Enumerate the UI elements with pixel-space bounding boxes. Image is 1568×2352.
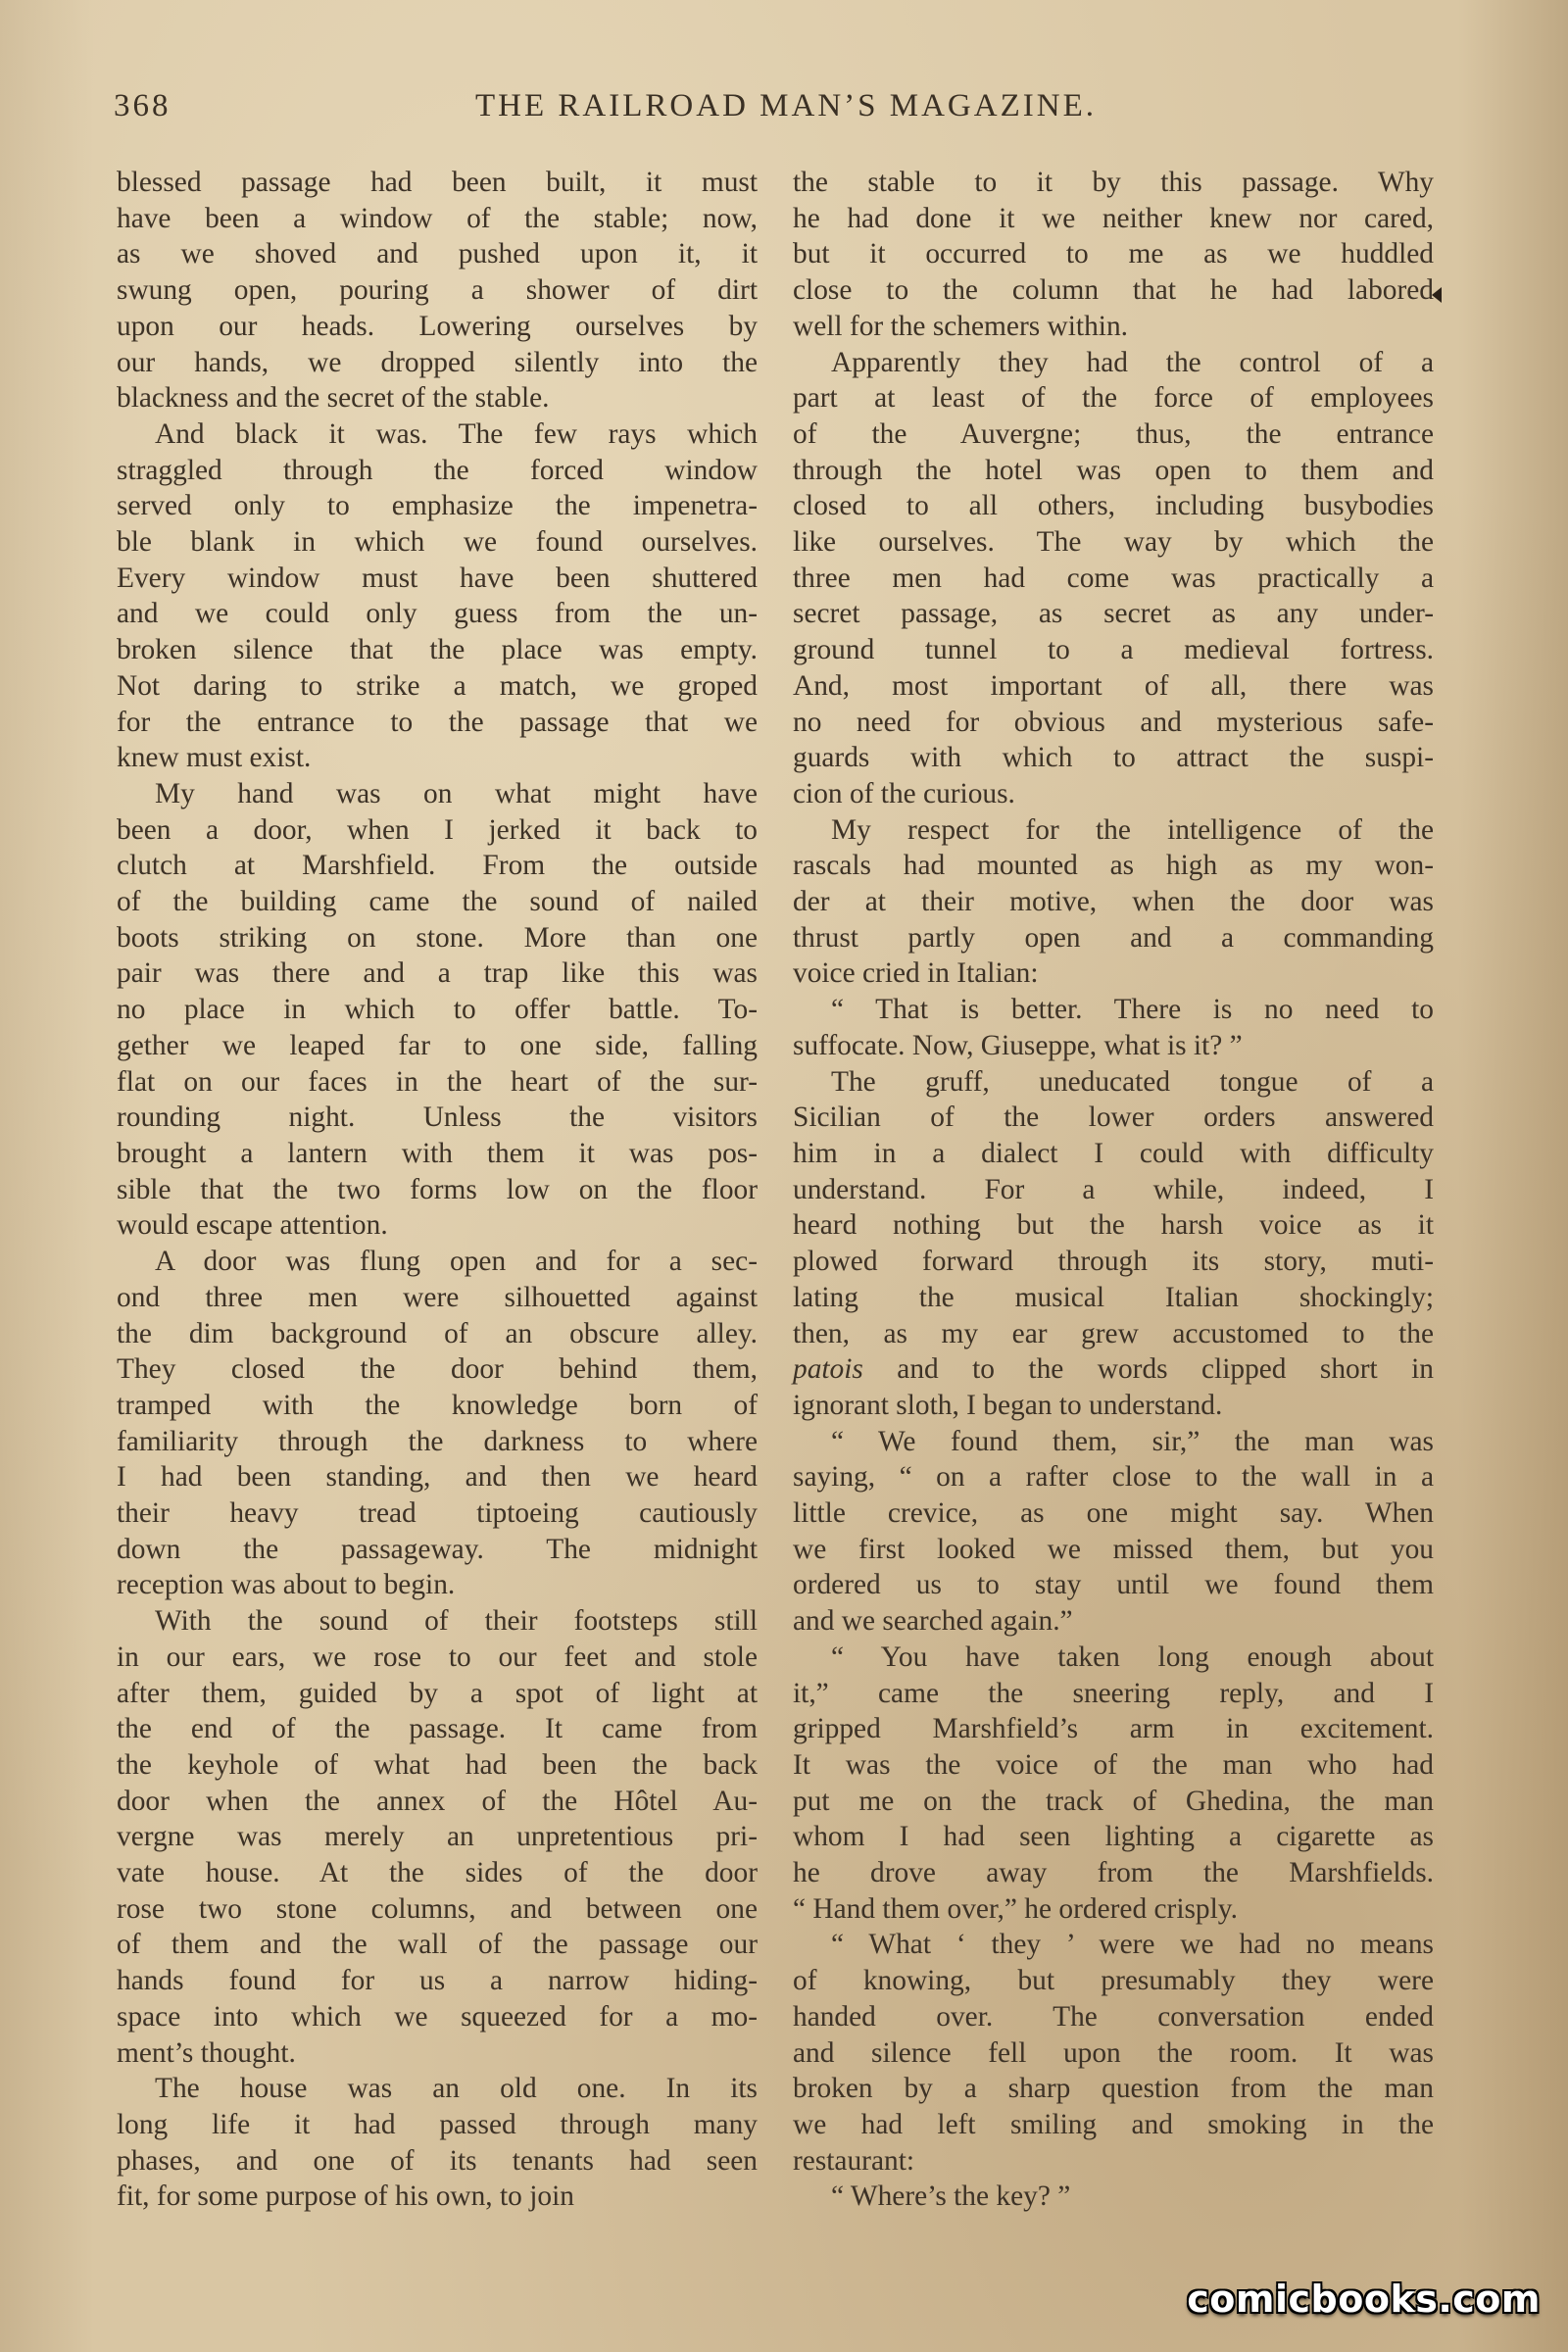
text-line: ble blank in which we found ourselves.	[117, 526, 758, 559]
paragraph	[117, 2071, 758, 2215]
text-line: like ourselves. The way by which the	[793, 526, 1434, 559]
text-line: lating the musical Italian shockingly;	[793, 1281, 1434, 1313]
text-line: It was the voice of the man who had	[793, 1748, 1434, 1781]
text-line: but it occurred to me as we huddled	[793, 238, 1434, 270]
text-line: Every window must have been shuttered	[117, 562, 758, 594]
text-line: and we searched again.”	[793, 1605, 1073, 1638]
text-line: der at their motive, when the door was	[793, 886, 1434, 918]
text-line: rose two stone columns, and between one	[117, 1892, 758, 1925]
text-line: reception was about to begin.	[117, 1569, 456, 1601]
text-line: voice cried in Italian:	[793, 957, 1039, 990]
text-line: “ You have taken long enough about	[831, 1641, 1434, 1673]
text-line: secret passage, as secret as any under-	[793, 598, 1434, 630]
text-line: sible that the two forms low on the floor	[117, 1173, 758, 1205]
text-line: ignorant sloth, I began to understand.	[793, 1389, 1223, 1421]
text-line: as we shoved and pushed upon it, it	[117, 238, 758, 270]
text-line: he had done it we neither knew nor cared,	[793, 202, 1434, 234]
paragraph	[793, 1424, 1434, 1640]
text-line: rascals had mounted as high as my won-	[793, 850, 1434, 882]
running-title: THE RAILROAD MAN’S MAGAZINE.	[475, 88, 1097, 123]
paragraph	[117, 776, 758, 1244]
text-line: understand. For a while, indeed, I	[793, 1173, 1434, 1205]
text-line: down the passageway. The midnight	[117, 1533, 758, 1565]
text-line: The gruff, uneducated tongue of a	[831, 1065, 1434, 1098]
text-line: familiarity through the darkness to where	[117, 1425, 758, 1457]
text-line: of the Auvergne; thus, the entrance	[793, 417, 1434, 450]
text-line: handed over. The conversation ended	[793, 2000, 1434, 2033]
text-line: blessed passage had been built, it must	[117, 167, 758, 198]
text-line: phases, and one of its tenants had seen	[117, 2144, 758, 2177]
text-line: and silence fell upon the room. It was	[793, 2036, 1434, 2069]
page-header	[114, 88, 1458, 131]
text-line: well for the schemers within.	[793, 310, 1128, 342]
text-line: “ That is better. There is no need to	[831, 994, 1434, 1026]
text-line: closed to all others, including busybodies	[793, 490, 1434, 522]
text-line: guards with which to attract the suspi-	[793, 742, 1434, 774]
text-line: long life it had passed through many	[117, 2108, 758, 2140]
right-column	[793, 165, 1434, 2215]
text-line: been a door, when I jerked it back to	[117, 813, 758, 846]
page-number: 368	[114, 88, 172, 123]
text-line: no place in which to offer battle. To-	[117, 994, 758, 1026]
text-line: swung open, pouring a shower of dirt	[117, 274, 758, 307]
text-line: the dim background of an obscure alley.	[117, 1317, 758, 1349]
text-line: blackness and the secret of the stable.	[117, 382, 550, 415]
text-line: space into which we squeezed for a mo-	[117, 2000, 758, 2033]
paragraph	[793, 812, 1434, 993]
text-line: no need for obvious and mysterious safe-	[793, 706, 1434, 738]
italic-word: patois	[793, 1353, 863, 1386]
text-line: My hand was on what might have	[155, 777, 758, 809]
paragraph	[793, 165, 1434, 345]
text-line: in our ears, we rose to our feet and stole	[117, 1641, 758, 1673]
text-line: knew must exist.	[117, 742, 312, 774]
paragraph	[793, 2179, 1434, 2215]
text-line: vergne was merely an unpretentious pri-	[117, 1821, 758, 1853]
paragraph	[793, 345, 1434, 812]
text-line: flat on our faces in the heart of the sur-	[117, 1065, 758, 1098]
text-line: served only to emphasize the impenetra-	[117, 490, 758, 522]
text-line: whom I had seen lighting a cigarette as	[793, 1821, 1434, 1853]
text-line: heard nothing but the harsh voice as it	[793, 1209, 1434, 1242]
text-line: rounding night. Unless the visitors	[117, 1102, 758, 1134]
watermark: comicbooks.com	[1187, 2278, 1541, 2321]
text-line: three men had come was practically a	[793, 562, 1434, 594]
text-line: A door was flung open and for a sec-	[155, 1246, 758, 1278]
text-line: clutch at Marshfield. From the outside	[117, 850, 758, 882]
text-line: for the entrance to the passage that we	[117, 706, 758, 738]
text-line: boots striking on stone. More than one	[117, 921, 758, 954]
margin-arrow-icon	[1432, 287, 1442, 303]
text-line: straggled through the forced window	[117, 454, 758, 486]
text-line: of them and the wall of the passage our	[117, 1929, 758, 1961]
text-line: we had left smiling and smoking in the	[793, 2108, 1434, 2140]
text-line: of knowing, but presumably they were	[793, 1965, 1434, 1997]
paragraph	[117, 1244, 758, 1603]
text-line: Apparently they had the control of a	[831, 346, 1434, 378]
text-line: him in a dialect I could with difficulty	[793, 1137, 1434, 1169]
paragraph	[793, 1927, 1434, 2179]
text-line: pair was there and a trap like this was	[117, 957, 758, 990]
text-line: patois and to the words clipped short in	[793, 1353, 1434, 1386]
left-column	[117, 165, 758, 2215]
text-line: close to the column that he had labored	[793, 274, 1434, 307]
text-line: tramped with the knowledge born of	[117, 1389, 758, 1421]
text-line: ordered us to stay until we found them	[793, 1569, 1434, 1601]
text-line: ond three men were silhouetted against	[117, 1281, 758, 1313]
text-line: part at least of the force of employees	[793, 382, 1434, 415]
text-line: door when the annex of the Hôtel Au-	[117, 1785, 758, 1817]
paragraph	[117, 1603, 758, 2071]
paragraph	[117, 165, 758, 416]
text-line: after them, guided by a spot of light at	[117, 1677, 758, 1709]
text-line: “ We found them, sir,” the man was	[831, 1425, 1434, 1457]
text-line: thrust partly open and a commanding	[793, 921, 1434, 954]
text-line: I had been standing, and then we heard	[117, 1461, 758, 1494]
text-line: then, as my ear grew accustomed to the	[793, 1317, 1434, 1349]
paragraph	[793, 1640, 1434, 1928]
text-line: our hands, we dropped silently into the	[117, 346, 758, 378]
text-line: vate house. At the sides of the door	[117, 1857, 758, 1889]
text-line: gripped Marshfield’s arm in excitement.	[793, 1713, 1434, 1745]
text-line: hands found for us a narrow hiding-	[117, 1965, 758, 1997]
text-line: brought a lantern with them it was pos-	[117, 1137, 758, 1169]
text-line: Not daring to strike a match, we groped	[117, 669, 758, 702]
text-line: upon our heads. Lowering ourselves by	[117, 310, 758, 342]
text-line: gether we leaped far to one side, falling	[117, 1029, 758, 1061]
paragraph	[117, 416, 758, 776]
text-line: we first looked we missed them, but you	[793, 1533, 1434, 1565]
text-line: of the building came the sound of nailed	[117, 886, 758, 918]
text-line: suffocate. Now, Giuseppe, what is it? ”	[793, 1029, 1243, 1061]
text-line: their heavy tread tiptoeing cautiously	[117, 1497, 758, 1530]
text-line: broken silence that the place was empty.	[117, 634, 758, 666]
text-line: ground tunnel to a medieval fortress.	[793, 634, 1434, 666]
paragraph	[793, 1064, 1434, 1424]
paragraph	[793, 992, 1434, 1063]
text-line: “ Hand them over,” he ordered crisply.	[793, 1892, 1238, 1925]
text-line: “ Where’s the key? ”	[831, 2180, 1071, 2213]
text-line: ment’s thought.	[117, 2036, 296, 2069]
text-line: little crevice, as one might say. When	[793, 1497, 1434, 1530]
text-line: They closed the door behind them,	[117, 1353, 758, 1386]
text-line: cion of the curious.	[793, 777, 1015, 809]
text-line: Sicilian of the lower orders answered	[793, 1102, 1434, 1134]
text-line: the keyhole of what had been the back	[117, 1748, 758, 1781]
text-line: fit, for some purpose of his own, to join	[117, 2180, 574, 2213]
text-line: The house was an old one. In its	[155, 2073, 758, 2105]
text-line: restaurant:	[793, 2144, 915, 2177]
text-line: plowed forward through its story, muti-	[793, 1246, 1434, 1278]
text-line: And black it was. The few rays which	[155, 417, 758, 450]
text-line: have been a window of the stable; now,	[117, 202, 758, 234]
text-line: through the hotel was open to them and	[793, 454, 1434, 486]
text-line: My respect for the intelligence of the	[831, 813, 1434, 846]
text-line: it,” came the sneering reply, and I	[793, 1677, 1434, 1709]
text-line: With the sound of their footsteps still	[155, 1605, 758, 1638]
text-line: put me on the track of Ghedina, the man	[793, 1785, 1434, 1817]
text-line: And, most important of all, there was	[793, 669, 1434, 702]
text-line: “ What ‘ they ’ were we had no means	[831, 1929, 1434, 1961]
text-line: saying, “ on a rafter close to the wall in a	[793, 1461, 1434, 1494]
text-line: and we could only guess from the un-	[117, 598, 758, 630]
text-line: the stable to it by this passage. Why	[793, 167, 1434, 198]
text-line: the end of the passage. It came from	[117, 1713, 758, 1745]
text-line: would escape attention.	[117, 1209, 388, 1242]
text-line: he drove away from the Marshfields.	[793, 1857, 1434, 1889]
text-line: broken by a sharp question from the man	[793, 2073, 1434, 2105]
